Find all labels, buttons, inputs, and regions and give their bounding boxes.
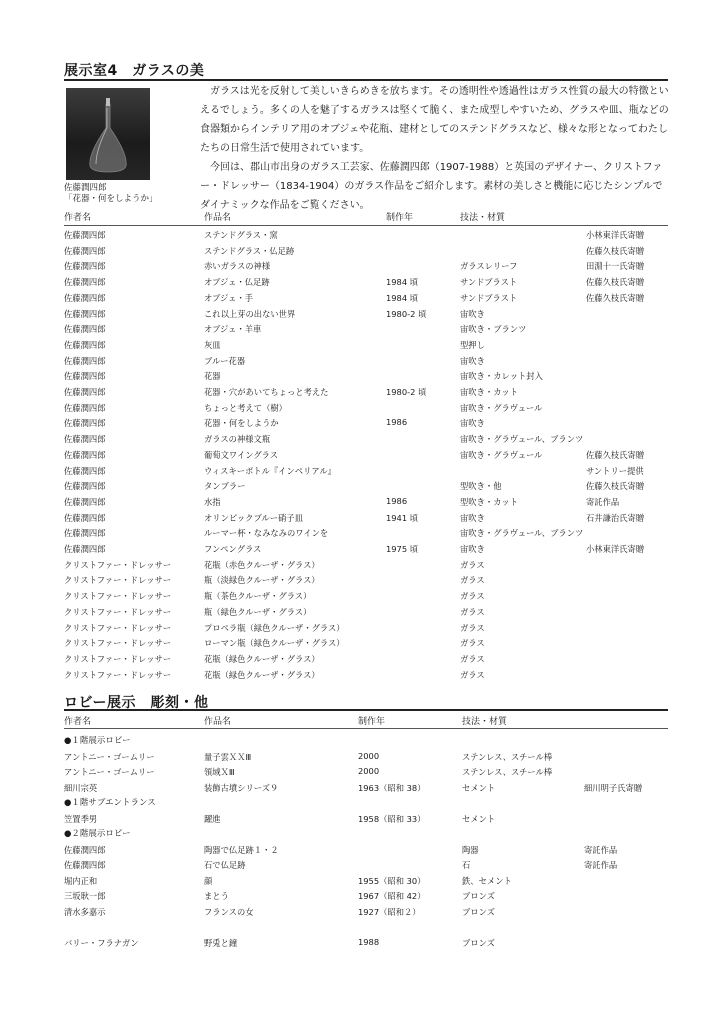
work-technique: ガラス (460, 575, 485, 586)
work-title: 躍進 (204, 813, 221, 824)
work-technique: 宙吹き・ブランツ (460, 324, 527, 335)
table-row (0, 874, 723, 890)
work-year: 1963（昭和 38） (358, 782, 426, 793)
header-title: 作品名 (204, 213, 232, 223)
work-title: オリンピックブルー硝子皿 (204, 512, 303, 523)
table-row (0, 542, 723, 558)
work-note: 佐藤久枝氏寄贈 (586, 292, 645, 303)
table-row (0, 589, 723, 605)
table-row (0, 479, 723, 495)
artist-name: 佐藤潤四郎 (64, 418, 106, 429)
work-title: 葡萄文ワイングラス (204, 449, 279, 460)
header-year: 制作年 (358, 717, 386, 727)
table-row (0, 936, 723, 952)
work-year: 1941 頃 (386, 512, 419, 523)
artist-name: 佐藤潤四郎 (64, 292, 106, 303)
work-year: 1958（昭和 33） (358, 813, 426, 824)
work-year: 1980-2 頃 (386, 387, 427, 397)
table-row (0, 464, 723, 480)
work-technique: ステンレス、スチール棒 (462, 751, 553, 762)
table-row (0, 652, 723, 668)
work-note: 寄託作品 (584, 860, 618, 870)
table-row (0, 259, 723, 275)
work-title: 花瓶（緑色クルーザ・グラス） (204, 669, 320, 680)
work-technique: ガラス (460, 559, 485, 570)
table-row (0, 354, 723, 370)
artist-name: 佐藤潤四郎 (64, 230, 106, 240)
work-title: 顔 (204, 875, 213, 886)
artist-name: 細川宗英 (64, 782, 98, 793)
work-title: 装飾古墳シリーズ９ (204, 782, 279, 793)
work-technique: ガラス (460, 606, 485, 617)
group-label: ●１階展示ロビー (64, 736, 131, 746)
artist-name: アントニー・ゴームリー (64, 751, 155, 762)
work-technique: 宙吹き (460, 544, 485, 554)
artist-name: アントニー・ゴームリー (64, 767, 155, 777)
work-year: 1980-2 頃 (386, 308, 427, 319)
intro-paragraph-2: 今回は、郡山市出身のガラス工芸家、佐藤潤四郎（1907-1988）と英国のデザイナー、クリストファー・ドレッサー（1834-1904）のガラス作品をご紹介します。素材の美しさと機能に応じたシンプルでダイナミックな作品をご覧ください。 (200, 162, 663, 211)
work-technique: ブロンズ (462, 937, 495, 948)
artist-name: 佐藤潤四郎 (64, 402, 106, 413)
work-year: 1984 頃 (386, 277, 419, 288)
work-title: 石で仏足跡 (204, 860, 246, 870)
artist-name: 佐藤潤四郎 (64, 512, 106, 523)
table-row (0, 432, 723, 448)
table-row (0, 511, 723, 527)
photo-caption-title: 「花器・何をしようか」 (64, 194, 158, 204)
work-title: ステンドグラス・仏足跡 (204, 245, 295, 256)
work-technique: ブロンズ (462, 906, 495, 917)
table-row (0, 369, 723, 385)
work-year: 1984 頃 (386, 292, 419, 303)
artist-name: 佐藤潤四郎 (64, 528, 106, 539)
artist-name: 佐藤潤四郎 (64, 434, 106, 445)
work-technique: 宙吹き (460, 355, 485, 366)
work-title: オブジェ・羊車 (204, 324, 262, 335)
work-note: 寄託作品 (586, 496, 620, 507)
artist-name: 佐藤潤四郎 (64, 308, 106, 319)
table-row (0, 573, 723, 589)
table-row (0, 228, 723, 244)
table-row (0, 621, 723, 637)
work-technique: ガラス (460, 622, 485, 633)
work-title: ブルー花器 (204, 355, 246, 366)
work-note: サントリー提供 (586, 465, 644, 476)
glass-vase-photo (66, 88, 150, 180)
work-technique: 鉄、セメント (462, 875, 512, 886)
artist-name: クリストファー・ドレッサー (64, 669, 172, 680)
artist-name: クリストファー・ドレッサー (64, 653, 172, 664)
work-note: 佐藤久枝氏寄贈 (586, 277, 645, 288)
work-technique: 陶器 (462, 844, 479, 855)
work-title: 瓶（緑色クルーザ・グラス） (204, 606, 312, 617)
artist-name: クリストファー・ドレッサー (64, 575, 172, 586)
work-title: これ以上芽の出ない世界 (204, 308, 296, 319)
header-artist: 作者名 (64, 717, 92, 727)
work-title: タンブラー (204, 481, 246, 492)
work-year: 1986 (386, 495, 408, 506)
artist-name: 佐藤潤四郎 (64, 387, 106, 397)
work-title: フランスの女 (204, 906, 254, 917)
table-row (0, 307, 723, 323)
work-year: 2000 (358, 750, 380, 761)
work-technique: 宙吹き・グラヴュール (460, 449, 543, 460)
work-technique: セメント (462, 813, 496, 824)
table-row (0, 338, 723, 354)
table-row (0, 812, 723, 828)
artist-name: 三坂耿一郎 (64, 891, 106, 901)
work-technique: 宙吹き・グラヴュール、ブランツ (460, 528, 584, 539)
work-technique: 型押し (460, 339, 485, 350)
work-title: 領域ＸⅢ (204, 767, 235, 777)
work-title: 野兎と鐘 (204, 937, 238, 948)
table-header-rule (64, 728, 668, 729)
work-title: フンペングラス (204, 544, 262, 554)
header-title: 作品名 (204, 717, 232, 727)
work-title: ガラスの神様文瓶 (204, 434, 271, 445)
artist-name: 佐藤潤四郎 (64, 544, 106, 554)
table-row (0, 558, 723, 574)
artist-name: 堀内正和 (64, 875, 98, 886)
table-row (0, 905, 723, 921)
artist-name: クリストファー・ドレッサー (64, 622, 172, 633)
artist-name: クリストファー・ドレッサー (64, 638, 172, 649)
work-year: 2000 (358, 766, 380, 776)
table-row (0, 291, 723, 307)
table-row (0, 636, 723, 652)
work-title: ルーマー杯・なみなみのワインを (204, 528, 329, 539)
work-title: ちょっと考えて（樹） (204, 402, 287, 413)
artist-name: 佐藤潤四郎 (64, 324, 106, 335)
work-year: 1988 (358, 936, 380, 947)
work-title: 水指 (204, 496, 221, 507)
table-row (0, 401, 723, 417)
work-title: 花器 (204, 371, 221, 382)
work-technique: ガラス (460, 638, 485, 649)
work-technique: 宙吹き・カット (460, 387, 518, 397)
table-row (0, 750, 723, 766)
work-title: プロペラ瓶（緑色クルーザ・グラス） (204, 622, 345, 633)
artist-name: 佐藤潤四郎 (64, 465, 106, 476)
artist-name: 佐藤潤四郎 (64, 355, 106, 366)
artist-name: クリストファー・ドレッサー (64, 559, 172, 570)
work-note: 小林東洋氏寄贈 (586, 230, 645, 240)
work-technique: 宙吹き (460, 308, 485, 319)
work-title: 量子雲ＸＸⅢ (204, 751, 252, 762)
work-technique: ガラス (460, 653, 485, 664)
work-year: 1967（昭和 42） (358, 891, 426, 901)
table-row (0, 322, 723, 338)
artist-name: 佐藤潤四郎 (64, 481, 106, 492)
artist-name: 佐藤潤四郎 (64, 277, 106, 288)
work-title: ウィスキーボトル『インペリアル』 (204, 465, 336, 476)
work-technique: サンドブラスト (460, 277, 518, 288)
work-year: 1927（昭和２） (358, 906, 421, 917)
artist-name: バリー・フラナガン (64, 937, 139, 948)
work-technique: 宙吹き・カレット封入 (460, 371, 543, 382)
work-note: 田淵十一氏寄贈 (586, 261, 645, 272)
artist-name: 佐藤潤四郎 (64, 844, 106, 855)
work-title: まとう (204, 891, 229, 901)
intro-paragraph-1: ガラスは光を反射して美しいきらめきを放ちます。その透明性や透過性はガラス性質の最大の特徴といえるでしょう。多くの人を魅了するガラスは堅くて脆く、また成型しやすいため、グラスや皿、瓶などの食器類からインテリア用のオブジェや花瓶、建材としてのステンドグラスなど、様々な形となってわたしたちの日常生活で使用されています。 (200, 86, 669, 154)
artist-name: クリストファー・ドレッサー (64, 591, 172, 602)
group-label: ●１階サブエントランス (64, 798, 156, 808)
table-row (0, 605, 723, 621)
work-technique: ブロンズ (462, 891, 495, 901)
work-technique: サンドブラスト (460, 292, 518, 303)
photo-caption-artist: 佐藤潤四郎 (64, 183, 107, 193)
work-title: 陶器で仏足跡１・２ (204, 844, 279, 855)
table-row (0, 244, 723, 260)
intro-text (200, 82, 670, 215)
header-year: 制作年 (386, 213, 414, 223)
artist-name: 笠置季男 (64, 813, 98, 824)
work-technique: ガラスレリーフ (460, 261, 518, 272)
section-title-glass: 展示室4 ガラスの美 (64, 63, 205, 79)
work-technique: 型吹き・他 (460, 481, 502, 492)
header-technique: 技法・材質 (460, 213, 506, 223)
artist-name: 佐藤潤四郎 (64, 245, 106, 256)
work-title: 瓶（茶色クルーザ・グラス） (204, 591, 312, 602)
table-row (0, 668, 723, 684)
work-technique: ガラス (460, 591, 485, 602)
group-label: ●２階展示ロビー (64, 829, 131, 839)
table-row (0, 385, 723, 401)
work-note: 佐藤久枝氏寄贈 (586, 481, 645, 492)
work-technique: 宙吹き (460, 418, 485, 429)
work-title: 赤いガラスの神様 (204, 261, 271, 272)
artist-name: 佐藤潤四郎 (64, 449, 106, 460)
work-technique: セメント (462, 782, 496, 793)
table-row (0, 858, 723, 874)
table-row (0, 416, 723, 432)
work-title: 花器・穴があいてちょっと考えた (204, 387, 329, 397)
work-title: ステンドグラス・窯 (204, 230, 278, 240)
header-technique: 技法・材質 (462, 717, 508, 727)
table-row (0, 495, 723, 511)
table-row (0, 448, 723, 464)
work-title: ローマン瓶（緑色クルーザ・グラス） (204, 638, 345, 649)
work-technique: 石 (462, 860, 471, 870)
work-technique: ステンレス、スチール棒 (462, 767, 553, 777)
work-title: 瓶（淡緑色クルーザ・グラス） (204, 575, 320, 586)
work-note: 石井謙治氏寄贈 (586, 512, 645, 523)
work-technique: 型吹き・カット (460, 496, 518, 507)
table-row (0, 843, 723, 859)
table-header-rule (64, 225, 668, 226)
work-title: 灰皿 (204, 339, 221, 350)
artist-name: 佐藤潤四郎 (64, 860, 106, 870)
section-rule (64, 79, 668, 81)
artist-name: クリストファー・ドレッサー (64, 606, 172, 617)
work-title: 花瓶（緑色クルーザ・グラス） (204, 653, 320, 664)
artist-name: 佐藤潤四郎 (64, 496, 106, 507)
table-row (0, 275, 723, 291)
table-row (0, 781, 723, 797)
artist-name: 佐藤潤四郎 (64, 261, 106, 272)
table-row (0, 765, 723, 781)
work-note: 寄託作品 (584, 844, 618, 855)
work-year: 1975 頃 (386, 544, 419, 554)
artist-name: 佐藤潤四郎 (64, 339, 106, 350)
work-technique: ガラス (460, 669, 485, 680)
work-technique: 宙吹き・グラヴュール (460, 402, 543, 413)
work-year: 1986 (386, 417, 408, 428)
section-title-lobby: ロビー展示 彫刻・他 (64, 695, 209, 711)
artist-name: 清水多嘉示 (64, 906, 106, 917)
table-row (0, 889, 723, 905)
work-technique: 宙吹き・グラヴュール、ブランツ (460, 434, 584, 445)
work-title: 花瓶（赤色クルーザ・グラス） (204, 559, 320, 570)
work-note: 小林東洋氏寄贈 (586, 544, 645, 554)
work-year: 1955（昭和 30） (358, 875, 426, 886)
work-title: 花器・何をしようか (204, 418, 279, 429)
work-title: オブジェ・仏足跡 (204, 277, 270, 288)
artist-name: 佐藤潤四郎 (64, 371, 106, 382)
work-note: 細川明子氏寄贈 (584, 782, 643, 793)
work-note: 佐藤久枝氏寄贈 (586, 449, 645, 460)
header-artist: 作者名 (64, 213, 92, 223)
work-note: 佐藤久枝氏寄贈 (586, 245, 645, 256)
work-technique: 宙吹き (460, 512, 485, 523)
table-row (0, 526, 723, 542)
work-title: オブジェ・手 (204, 292, 254, 303)
section-rule (64, 709, 668, 711)
